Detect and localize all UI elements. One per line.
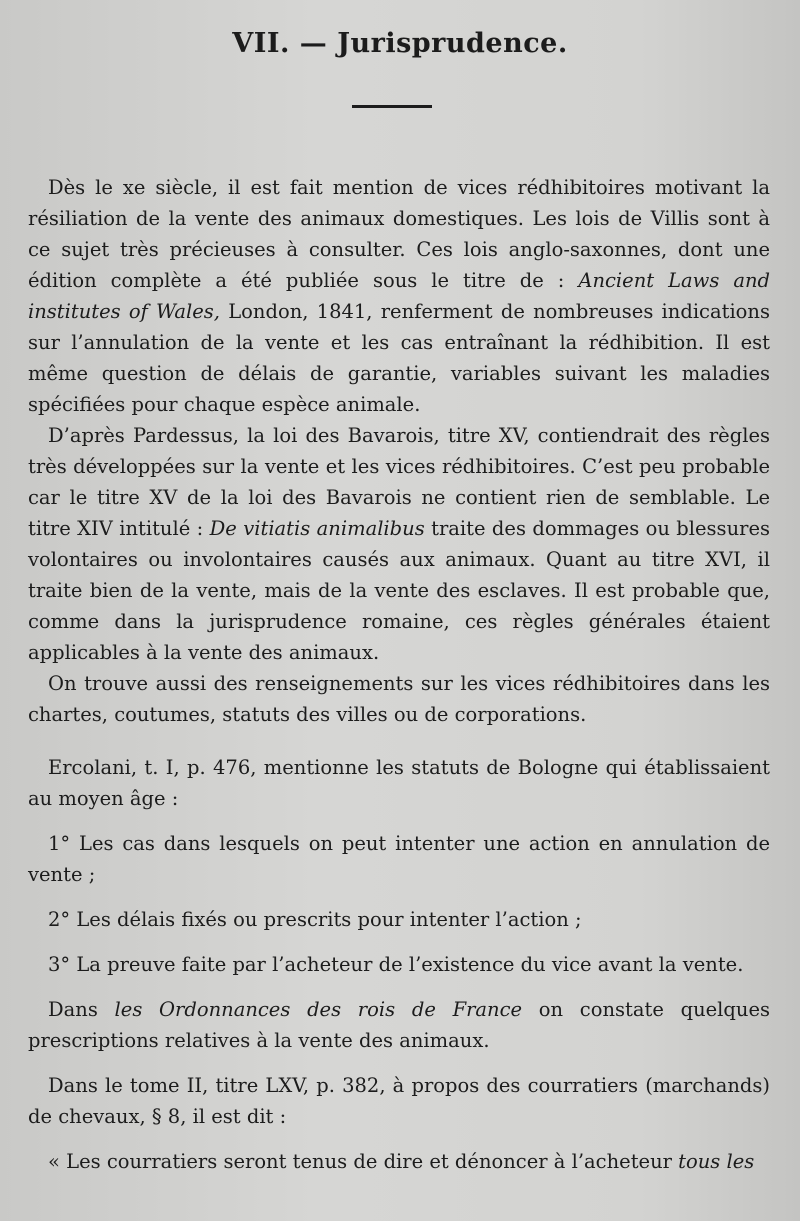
book-title-ancient-laws: Ancient Laws and institutes of Wales,	[28, 269, 771, 323]
paragraph-tome-ii: Dans le tome II, titre LXV, p. 382, à propos des courratiers (marchands) de chevaux, § 8, il est dit :	[28, 1074, 770, 1128]
paragraph-ordonnances: Dans les Ordonnances des rois de France on constate quelques prescriptions relatives à la vente des animaux.	[28, 998, 770, 1052]
paragraph-pardessus: D’après Pardessus, la loi des Bavarois, titre XV, contiendrait des règles très développées sur la vente et les vices rédhibitoires. C’est peu probable car le titre XV de la loi des Bavarois ne contient rien de semblable. Le titre XIV intitulé : De vitiatis animalibus traite des dommages ou blessures volontaires ou involontaires causés aux animaux. Quant au titre XVI, il traite bien de la vente, mais de la vente des esclaves. Il est probable que, comme dans la jurisprudence romaine, ces règles générales étaient applicables à la vente des animaux.	[28, 424, 770, 664]
paragraph-villis: Dès le xe siècle, il est fait mention de vices rédhibitoires motivant la résiliation de la vente des animaux domestiques. Les lois de Villis sont à ce sujet très précieuses à consulter. Ces lois anglo-saxonnes, dont une édition complète a été publiée sous le titre de : Ancient Laws and institutes of Wales, London, 1841, renferment de nombreuses indications sur l’annulation de la vente et les cas entraînant la rédhibition. Il est même question de délais de garantie, variables suivant les maladies spécifiées pour chaque espèce animale.	[28, 176, 771, 416]
list-item-2: 2° Les délais fixés ou prescrits pour intenter l’action ;	[48, 908, 582, 931]
body-text	[28, 172, 770, 1177]
title-ordonnances: les Ordonnances des rois de France	[114, 998, 523, 1021]
title-de-vitiatis: De vitiatis animalibus	[209, 517, 425, 540]
list-item-3: 3° La preuve faite par l’acheteur de l’existence du vice avant la vente.	[48, 953, 744, 976]
heading-rule	[352, 105, 432, 108]
paragraph-chartes: On trouve aussi des renseignements sur les vices rédhibitoires dans les chartes, coutumes, statuts des villes ou de corporations.	[28, 672, 770, 726]
paragraph-quote: « Les courratiers seront tenus de dire et dénoncer à l’acheteur tous les	[48, 1150, 755, 1173]
list-item-1: 1° Les cas dans lesquels on peut intenter une action en annulation de vente ;	[28, 832, 770, 886]
section-heading: VII. — Jurisprudence.	[232, 28, 568, 59]
paragraph-ercolani: Ercolani, t. I, p. 476, mentionne les statuts de Bologne qui établissaient au moyen âge :	[28, 756, 770, 810]
